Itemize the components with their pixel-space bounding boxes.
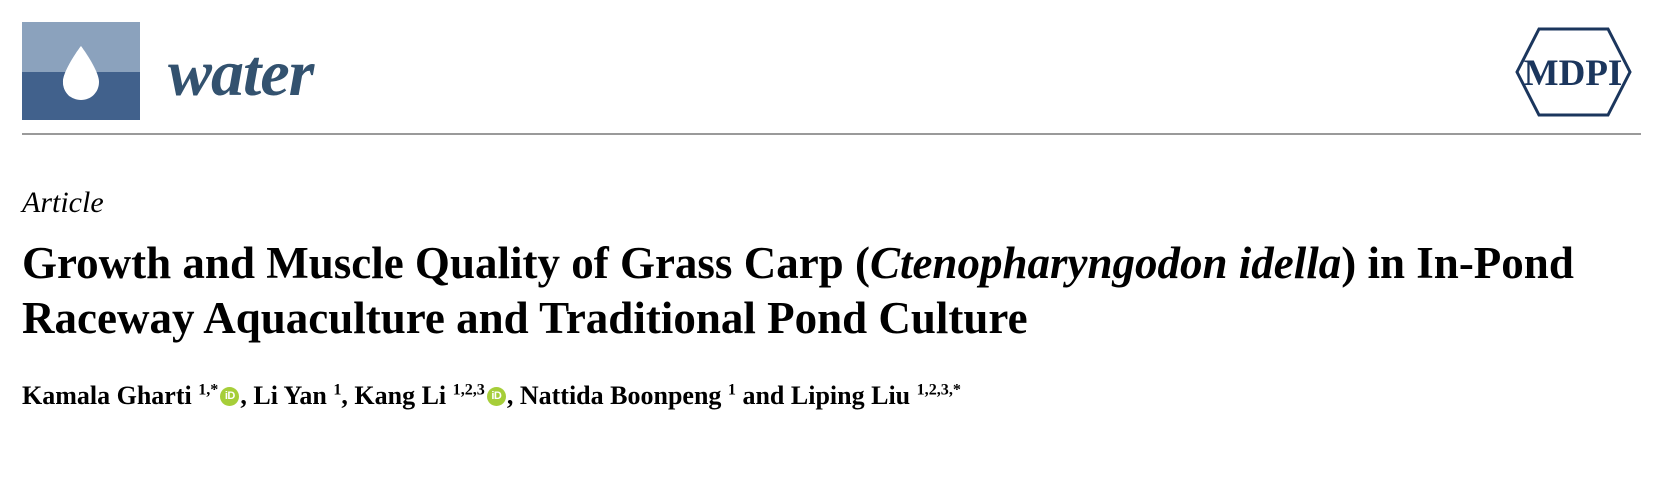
author-name[interactable]: Kang Li xyxy=(354,380,447,410)
author-affiliation-marker: 1,2,3,* xyxy=(916,381,961,399)
author-affiliation-marker: 1,* xyxy=(198,381,219,399)
author-affiliation-marker: 1 xyxy=(727,381,736,399)
author-affiliation-marker: 1 xyxy=(333,381,342,399)
journal-title: water xyxy=(168,37,314,110)
author-name[interactable]: Liping Liu xyxy=(790,380,911,410)
page-title xyxy=(22,236,1632,346)
author-name[interactable]: Li Yan xyxy=(253,380,327,410)
author-list: Kamala Gharti $^{1,*}$ iD , Li Yan $^1$, Kang Li $^{1,2,3}$ iD , Nattida Boonpeng $^1$ and Liping Liu $^{1,2,3,*}$ xyxy=(22,380,1641,411)
author-affiliation-marker: 1,2,3 xyxy=(452,381,485,399)
mdpi-logo[interactable] xyxy=(1506,26,1641,118)
header-divider xyxy=(22,133,1641,135)
title-species-name: Ctenopharyngodon idella xyxy=(869,238,1342,288)
journal-masthead xyxy=(0,0,1663,134)
svg-text:MDPI: MDPI xyxy=(1523,53,1623,94)
droplet-glyph xyxy=(59,44,103,102)
author-name[interactable]: Nattida Boonpeng xyxy=(519,380,722,410)
article-type-label: Article xyxy=(22,186,104,219)
author-name[interactable]: Kamala Gharti xyxy=(22,380,192,410)
water-drop-icon xyxy=(22,22,140,120)
orcid-icon[interactable] xyxy=(220,387,239,406)
journal-logo xyxy=(22,22,313,120)
article-header xyxy=(0,186,1663,411)
title-part-plain-1: Growth and Muscle Quality of Grass Carp ( xyxy=(22,238,870,288)
author-conjunction: and xyxy=(742,380,785,410)
orcid-icon[interactable] xyxy=(487,387,506,406)
title-part-plain-2: ) in In-Pond Raceway Aquaculture and Traditional Pond Culture xyxy=(22,238,1574,343)
